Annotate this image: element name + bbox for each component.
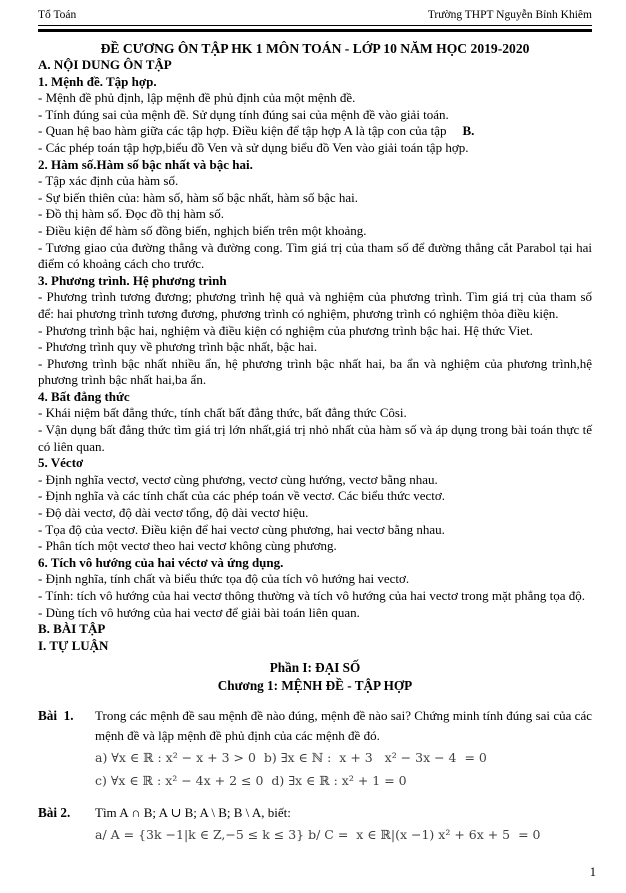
header-school: Trường THPT Nguyễn Bỉnh Khiêm (427, 9, 592, 21)
page-number: 1 (589, 865, 596, 879)
topic-item (38, 571, 592, 588)
problems-list (38, 706, 592, 846)
topic-item (38, 472, 592, 489)
topic-item (38, 223, 592, 240)
topic-item (38, 505, 592, 522)
topic-item (38, 605, 592, 622)
part-chapter-block (38, 659, 592, 695)
topic-item-text: - Đồ thị hàm số. Đọc đồ thị hàm số. (38, 206, 224, 222)
topic-item (38, 339, 592, 356)
outline-topics (38, 74, 592, 622)
topic-item-text: - Độ dài vectơ, độ dài vectơ tổng, độ dài vectơ hiệu. (38, 505, 309, 521)
topic-item (38, 107, 592, 124)
page-header (38, 8, 592, 26)
topic-item-text: - Các phép toán tập hợp,biểu đồ Ven và sử dụng biểu đồ Ven vào giải toán tập hợp. (38, 139, 469, 155)
topic-item-text: - Phương trình bậc nhất nhiều ẩn, hệ phương trình bậc nhất hai, ba ẩn và nghiệm của phương trình,hệ phương trình bậc nhất hai,ba ẩn. (38, 355, 592, 388)
header-rule (38, 29, 592, 32)
topic-heading: 1. Mệnh đề. Tập hợp. (38, 73, 157, 89)
topic-item (38, 206, 592, 223)
topic-item-bold-suffix: B. (462, 123, 475, 139)
problem-body (95, 803, 592, 846)
topic-item (38, 538, 592, 555)
topic-heading: 6. Tích vô hướng của hai véctơ và ứng dụng. (38, 554, 284, 570)
topic-item (38, 422, 592, 455)
topic-heading: 4. Bất đẳng thức (38, 388, 130, 404)
topic-item (38, 323, 592, 340)
topic-item-text: - Khái niệm bất đẳng thức, tính chất bất đẳng thức, bất đẳng thức Côsi. (38, 405, 407, 421)
topic-item-text: - Phân tích một vectơ theo hai vectơ không cùng phương. (38, 538, 337, 554)
topic-item-text: - Phương trình tương đương; phương trình hệ quả và nghiệm của phương trình. Tìm giá trị của tham số để: hai phương trình tương đương, phương trình có nghiệm, phương trình có nghiệm thỏa điều kiện. (38, 289, 592, 321)
chapter-heading: Chương 1: MỆNH ĐỀ - TẬP HỢP (217, 678, 413, 694)
topic-item (38, 522, 592, 539)
section-b-heading: B. BÀI TẬP (38, 621, 106, 637)
topic-heading: 2. Hàm số.Hàm số bậc nhất và bậc hai. (38, 156, 253, 172)
topic-item-text: - Phương trình bậc hai, nghiệm và điều kiện có nghiệm của phương trình bậc hai. Hệ thức Viet. (38, 322, 533, 338)
topic-item (38, 123, 592, 140)
topic-item-text: - Quan hệ bao hàm giữa các tập hợp. Điều kiện để tập hợp A là tập con của tập (38, 123, 447, 139)
math-line: a) ∀x ∈ ℝ : x² − x + 3 > 0 b) ∃x ∈ ℕ : x + 3 x² − 3x − 4 = 0 (95, 750, 487, 766)
topic-item-text: - Tọa độ của vectơ. Điều kiện để hai vectơ cùng phương, hai vectơ bằng nhau. (38, 521, 445, 537)
topic-heading: 3. Phương trình. Hệ phương trình (38, 272, 227, 288)
topic-item-text: - Định nghĩa vectơ, vectơ cùng phương, vectơ cùng hướng, vectơ bằng nhau. (38, 471, 438, 487)
topic-item (38, 405, 592, 422)
topic-item (38, 289, 592, 322)
topic-item-text: - Điều kiện để hàm số đồng biến, nghịch biến trên một khoảng. (38, 222, 367, 238)
topic-item (38, 190, 592, 207)
section-a-heading: A. NỘI DUNG ÔN TẬP (38, 57, 172, 72)
essay-heading: I. TỰ LUẬN (38, 637, 109, 653)
problem-text: Trong các mệnh đề sau mệnh đề nào đúng, mệnh đề nào sai? Chứng minh tính đúng sai của các mệnh đề và lập mệnh đề phủ định của các mệnh đề đó. (95, 708, 592, 744)
topic-item-text: - Mệnh đề phủ định, lập mệnh đề phủ định của một mệnh đề. (38, 90, 356, 106)
topic-item-text: - Định nghĩa và các tính chất của các phép toán về vectơ. Các biểu thức vectơ. (38, 488, 446, 504)
topic-item-text: - Phương trình quy về phương trình bậc nhất, bậc hai. (38, 339, 318, 355)
problem-body (95, 706, 592, 792)
math-line: c) ∀x ∈ ℝ : x² − 4x + 2 ≤ 0 d) ∃x ∈ ℝ : x² + 1 = 0 (95, 773, 407, 789)
topic-item-text: - Định nghĩa, tính chất và biểu thức tọa độ của tích vô hướng hai vectơ. (38, 571, 410, 587)
document-title: ĐỀ CƯƠNG ÔN TẬP HK 1 MÔN TOÁN - LỚP 10 NĂM HỌC 2019-2020 (100, 41, 530, 56)
topic-heading: 5. Véctơ (38, 455, 84, 471)
topic-item (38, 140, 592, 157)
topic-item (38, 588, 592, 605)
topic-item-text: - Tương giao của đường thẳng và đường cong. Tìm giá trị của tham số để đường thẳng cắt Parabol tại hai điểm có khoảng cách cho trước. (38, 239, 592, 272)
problem-label: Bài 1. (38, 708, 74, 724)
part-heading: Phần I: ĐẠI SỐ (269, 660, 361, 676)
topic-item (38, 488, 592, 505)
math-line: a/ A = {3k −1|k ∈ Z,−5 ≤ k ≤ 3} b/ C = x ∈ ℝ|(x −1) x² + 6x + 5 = 0 (95, 827, 541, 843)
topic-item (38, 173, 592, 190)
problem (38, 803, 592, 846)
topic-item (38, 90, 592, 107)
topic-item-text: - Dùng tích vô hướng của hai vectơ để giải bài toán liên quan. (38, 604, 360, 620)
problem-label: Bài 2. (38, 805, 71, 821)
problem (38, 706, 592, 792)
topic-item-text: - Sự biến thiên của: hàm số, hàm số bậc nhất, hàm số bậc hai. (38, 189, 359, 205)
topic-item (38, 240, 592, 273)
header-department: Tổ Toán (38, 9, 77, 21)
topic-item-text: - Tính: tích vô hướng của hai vectơ thông thường và tích vô hướng của hai vectơ trong mặt phẳng tọa độ. (38, 588, 585, 603)
problem-text: Tìm A ∩ B; A ∪ B; A \ B; B \ A, biết: (95, 805, 291, 821)
topic-item-text: - Tính đúng sai của mệnh đề. Sử dụng tính đúng sai của mệnh đề vào giải toán. (38, 106, 449, 122)
topic-item (38, 356, 592, 389)
topic-item-text: - Vận dụng bất đẳng thức tìm giá trị lớn nhất,giá trị nhỏ nhất của hàm số và áp dụng trong bài toán thực tế có liên quan. (38, 422, 592, 454)
topic-item-text: - Tập xác định của hàm số. (38, 173, 179, 189)
